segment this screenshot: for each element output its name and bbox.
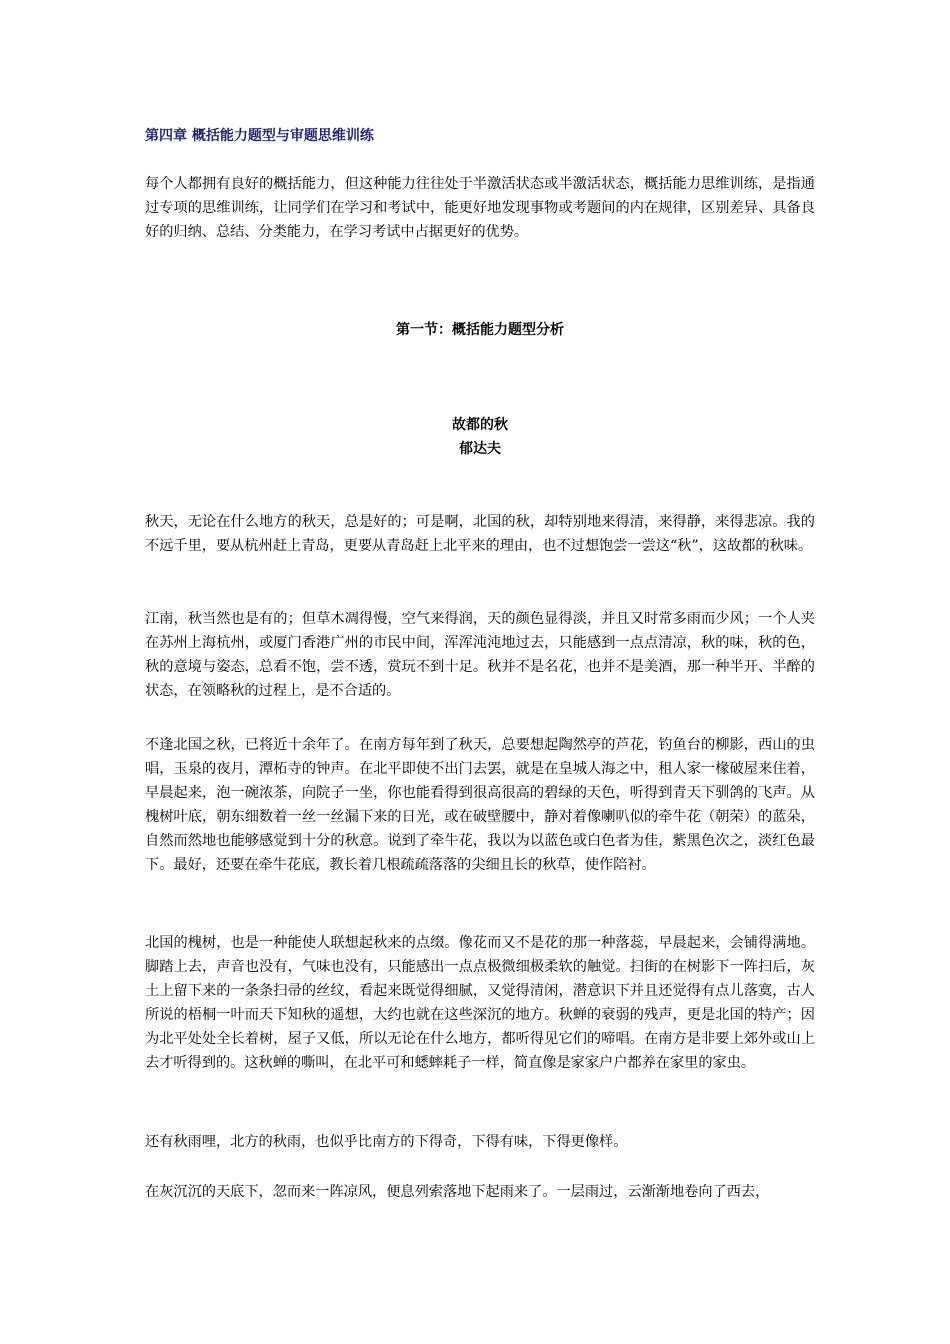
essay-paragraph-4: 北国的槐树，也是一种能使人联想起秋来的点缀。像花而又不是花的那一种落蕊，早晨起来，会铺得满地。脚踏上去，声音也没有，气味也没有，只能感出一点点极微细极柔软的触觉。扫街的在树影下一阵扫后，灰土上留下来的一条条扫帚的丝纹，看起来既觉得细腻，又觉得清闲，潜意识下并且还觉得有点儿落寞，古人所说的梧桐一叶而天下知秋的遥想，大约也就在这些深沉的地方。秋蝉的衰弱的残声，更是北国的特产；因为北平处处全长着树，屋子又低，所以无论在什么地方，都听得见它们的啼唱。在南方是非要上郊外或山上去才听得到的。这秋蝉的嘶叫，在北平可和蟋蟀耗子一样，简直像是家家户户都养在家里的家虫。: [145, 935, 815, 1071]
intro-paragraph: 每个人都拥有良好的概括能力，但这种能力往往处于半激活状态或半激活状态，概括能力思维训练，是指通过专项的思维训练，让同学们在学习和考试中，能更好地发现事物或考题间的内在规律，区别差异、具备良好的归纳、总结、分类能力，在学习考试中占据更好的优势。: [145, 176, 815, 240]
essay-paragraph-3: 不逢北国之秋，已将近十余年了。在南方每年到了秋天，总要想起陶然亭的芦花，钓鱼台的柳影，西山的虫唱，玉泉的夜月，潭柘寺的钟声。在北平即使不出门去罢，就是在皇城人海之中，租人家一椽破屋来住着，早晨起来，泡一碗浓茶，向院子一坐，你也能看得到很高很高的碧绿的天色，听得到青天下驯鸽的飞声。从槐树叶底，朝东细数着一丝一丝漏下来的日光，或在破壁腰中，静对着像喇叭似的牵牛花（朝荣）的蓝朵，自然而然地也能够感觉到十分的秋意。说到了牵牛花，我以为以蓝色或白色者为佳，紫黑色次之，淡红色最下。最好，还要在牵牛花底，教长着几根疏疏落落的尖细且长的秋草，使作陪衬。: [145, 737, 815, 873]
essay-paragraph-1: 秋天，无论在什么地方的秋天，总是好的；可是啊，北国的秋，却特别地来得清，来得静，来得悲凉。我的不远千里，要从杭州赶上青岛，更要从青岛赶上北平来的理由，也不过想饱尝一尝这“秋”，这故都的秋味。: [145, 514, 815, 554]
essay-paragraph-6: 在灰沉沉的天底下，忽而来一阵凉风，便息列索落地下起雨来了。一层雨过，云渐渐地卷向了西去，: [145, 1184, 770, 1200]
essay-paragraph-5: 还有秋雨哩，北方的秋雨，也似乎比南方的下得奇，下得有味，下得更像样。: [145, 1134, 628, 1150]
section-title: 第一节：概括能力题型分析: [396, 322, 564, 338]
essay-title: 故都的秋: [452, 417, 508, 433]
essay-paragraph-2: 江南，秋当然也是有的；但草木凋得慢，空气来得润，天的颜色显得淡，并且又时常多雨而少风；一个人夹在苏州上海杭州，或厦门香港广州的市民中间，浑浑沌沌地过去，只能感到一点点清凉，秋的味，秋的色，秋的意境与姿态，总看不饱，尝不透，赏玩不到十足。秋并不是名花，也并不是美酒，那一种半开、半醉的状态，在领略秋的过程上，是不合适的。: [145, 611, 815, 699]
chapter-title: 第四章 概括能力题型与审题思维训练: [145, 128, 374, 144]
essay-heading: [145, 413, 815, 461]
essay-author: 郁达夫: [459, 441, 501, 457]
